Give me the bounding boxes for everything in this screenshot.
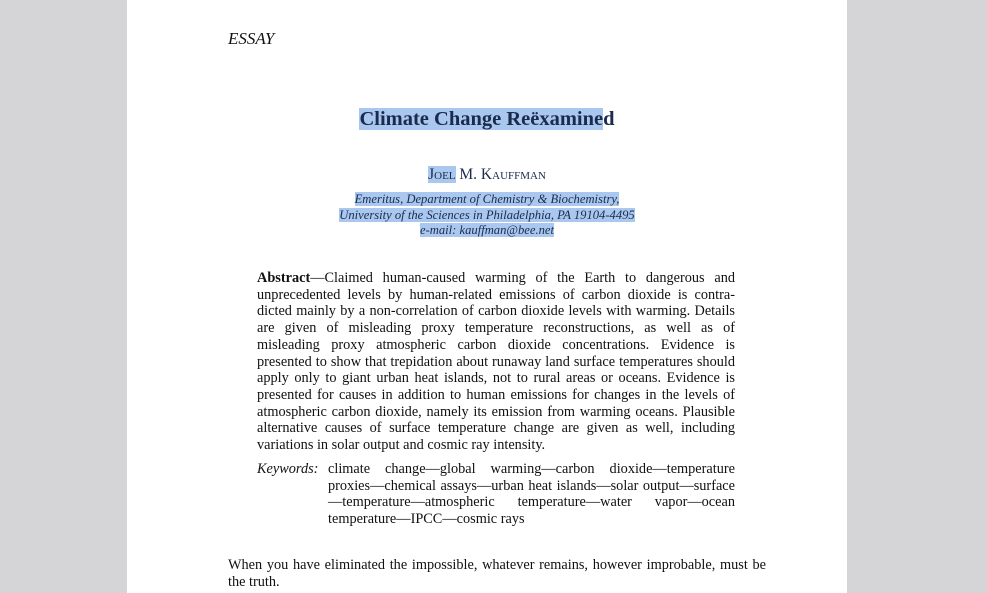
keywords-text: climate change—global warming—carbon dioxide—temperature proxies—chemical assays—urban heat islands—solar output—surface—temperature—atmospheric temperature—water vapor—ocean temperature—IPCC—cosmic rays	[328, 461, 735, 528]
epigraph[interactable]: When you have eliminated the impossible, whatever remains, however improbable, must be the truth.	[228, 557, 766, 590]
section-label: ESSAY	[228, 29, 275, 48]
article-title[interactable]: Climate Change Reëxamined	[359, 108, 615, 130]
keywords-label: Keywords:	[257, 461, 319, 477]
abstract-text: —Claimed human-caused warming of the Earth to dangerous and unprecedented levels by human-related emissions of carbon dioxide is contra-dicted mainly by a non-correlation of carbon dioxide levels with warming. Details are given of misleading proxy temperature reconstructions, as well as of misleading proxy atmospheric carbon dioxide concentrations. Evidence is presented to show that trepidation about runaway land surface temperatures should apply only to giant urban heat islands, not to rural areas or oceans. Evidence is presented for causes in addition to human emissions for changes in the levels of atmospheric carbon dioxide, namely its emission from warming oceans. Plausible alternative causes of surface temperature change are given as well, including variations in solar output and cosmic ray intensity.	[257, 270, 735, 454]
affiliation-line-1: Emeritus, Department of Chemistry & Biochemistry,	[354, 192, 620, 206]
author-name[interactable]: Joel M. Kauffman	[428, 166, 546, 183]
author-email: e-mail: kauffman@bee.net	[420, 223, 554, 237]
abstract-label: Abstract	[257, 270, 311, 286]
affiliation-line-2: University of the Sciences in Philadelphia, PA 19104-4495	[339, 207, 635, 222]
abstract[interactable]	[257, 270, 735, 454]
author-highlight: Joel	[428, 166, 456, 183]
document-page	[127, 0, 847, 593]
title-block	[127, 108, 847, 131]
affiliation[interactable]	[127, 192, 847, 239]
